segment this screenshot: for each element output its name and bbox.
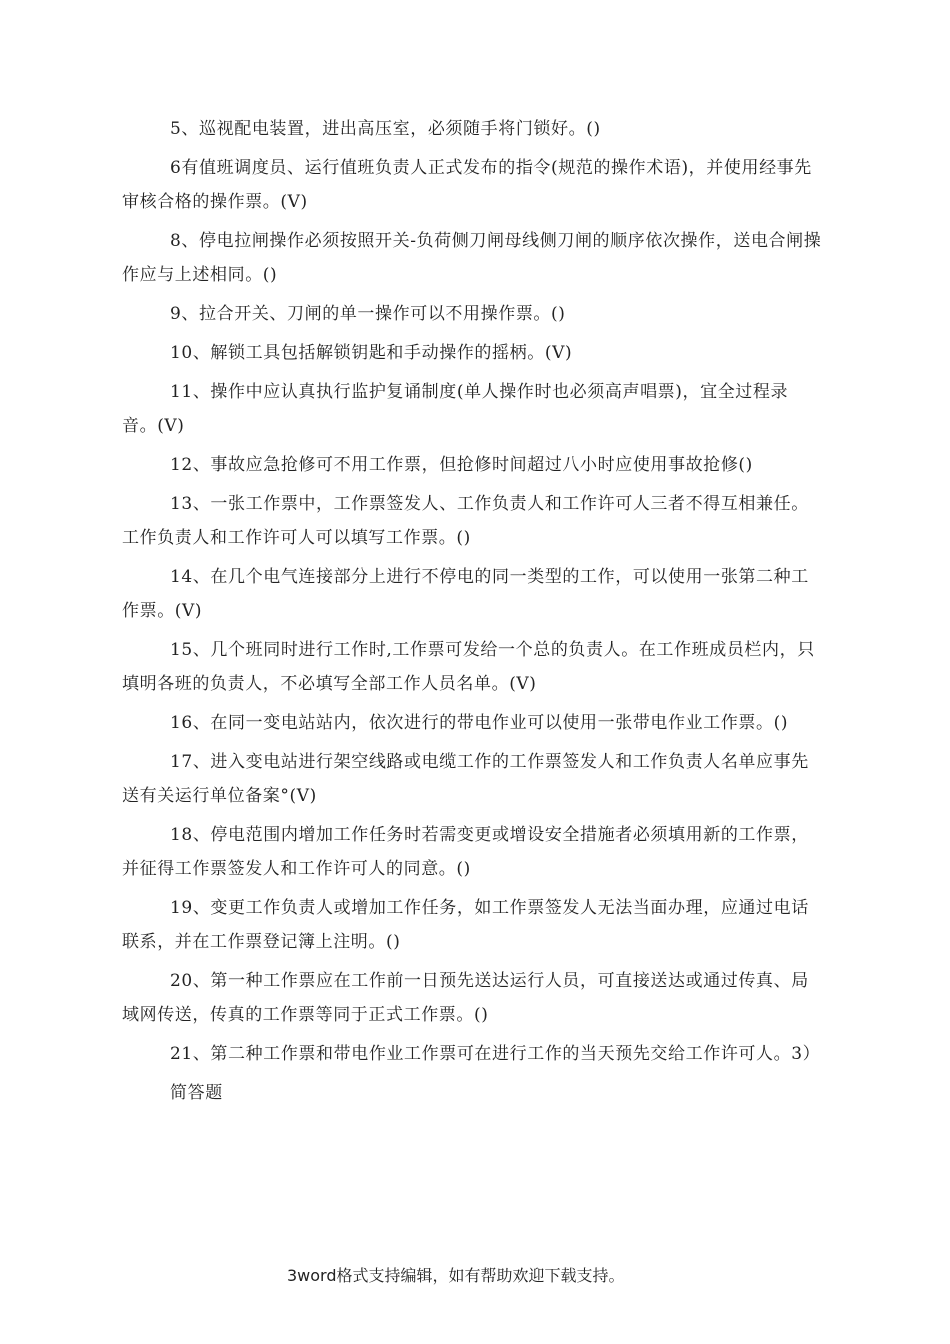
question-item-13: 13、一张工作票中，工作票签发人、工作负责人和工作许可人三者不得互相兼任。工作负责人和工作许可人可以填写工作票。() <box>122 494 809 548</box>
question-item-21: 21、第二种工作票和带电作业工作票可在进行工作的当天预先交给工作许可人。3） <box>170 1044 821 1064</box>
question-item-15: 15、几个班同时进行工作时,工作票可发给一个总的负责人。在工作班成员栏内，只填明各班的负责人，不必填写全部工作人员名单。(V) <box>122 640 815 694</box>
question-item-10: 10、解锁工具包括解锁钥匙和手动操作的摇柄。(V) <box>170 343 573 363</box>
question-item-16: 16、在同一变电站站内，依次进行的带电作业可以使用一张带电作业工作票。() <box>170 713 789 733</box>
question-item-19: 19、变更工作负责人或增加工作任务，如工作票签发人无法当面办理，应通过电话联系，并在工作票登记簿上注明。() <box>122 898 809 952</box>
page-footer: 3word格式支持编辑，如有帮助欢迎下载支持。 <box>287 1266 625 1285</box>
question-item-8: 8、停电拉闸操作必须按照开关-负荷侧刀闸母线侧刀闸的顺序依次操作，送电合闸操作应与上述相同。() <box>122 231 822 285</box>
question-item-18: 18、停电范围内增加工作任务时若需变更或增设安全措施者必须填用新的工作票，并征得工作票签发人和工作许可人的同意。() <box>122 825 809 879</box>
question-item-12: 12、事故应急抢修可不用工作票，但抢修时间超过八小时应使用事故抢修() <box>170 455 753 475</box>
question-item-14: 14、在几个电气连接部分上进行不停电的同一类型的工作，可以使用一张第二种工作票。(V) <box>122 567 809 621</box>
section-title: 简答题 <box>170 1083 223 1103</box>
question-item-17: 17、进入变电站进行架空线路或电缆工作的工作票签发人和工作负责人名单应事先送有关运行单位备案°(V) <box>122 752 809 806</box>
question-item-20: 20、第一种工作票应在工作前一日预先送达运行人员，可直接送达或通过传真、局域网传送，传真的工作票等同于正式工作票。() <box>122 971 809 1025</box>
question-item-9: 9、拉合开关、刀闸的单一操作可以不用操作票。() <box>170 304 566 324</box>
question-list <box>122 112 822 1110</box>
question-item-5: 5、巡视配电装置，进出高压室，必须随手将门锁好。() <box>170 119 601 139</box>
question-item-11: 11、操作中应认真执行监护复诵制度(单人操作时也必须高声唱票)，宜全过程录音。(V) <box>122 382 789 436</box>
question-item-6: 6有值班调度员、运行值班负责人正式发布的指令(规范的操作术语)，并使用经事先审核合格的操作票。(V) <box>122 158 812 212</box>
